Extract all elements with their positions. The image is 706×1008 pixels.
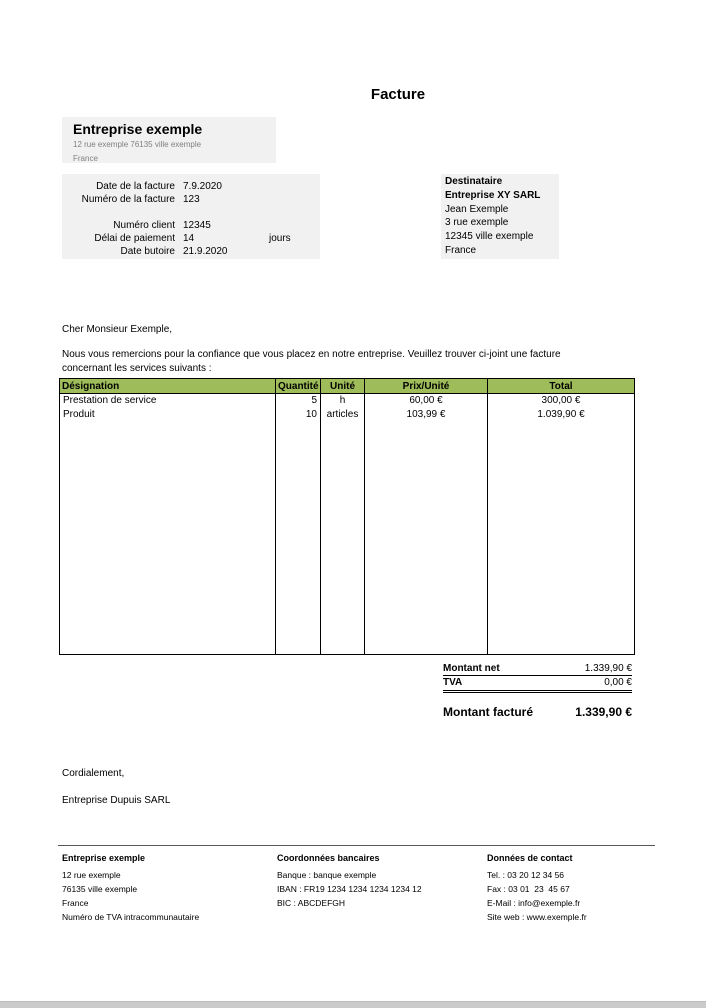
table-row — [60, 394, 635, 409]
recipient-company: Entreprise XY SARL — [445, 189, 541, 201]
footer-column-company — [62, 851, 267, 924]
footer-bank-heading: Coordonnées bancaires — [277, 853, 380, 863]
footer-company-street: 12 rue exemple — [62, 870, 121, 880]
detail-label: Numéro client — [113, 220, 175, 231]
column-header-quantity: Quantité — [276, 379, 321, 394]
item-unit-price: 103,99 € — [365, 408, 488, 422]
recipient-street: 3 rue exemple — [445, 217, 509, 229]
detail-value: 21.9.2020 — [183, 246, 228, 257]
totals-section — [443, 662, 632, 720]
footer-divider — [58, 845, 655, 846]
tva-label: TVA — [443, 677, 463, 688]
grand-total-label: Montant facturé — [443, 705, 533, 719]
item-unit: articles — [321, 408, 365, 422]
item-designation: Produit — [60, 408, 276, 422]
items-table-header-row — [60, 379, 635, 394]
detail-label: Délai de paiement — [94, 233, 175, 244]
net-amount-label: Montant net — [443, 663, 500, 674]
detail-value: 12345 — [183, 220, 211, 231]
sender-block — [62, 117, 276, 163]
recipient-country: France — [445, 244, 477, 256]
detail-row-invoice-number — [62, 193, 320, 206]
detail-label: Date butoire — [120, 246, 175, 257]
detail-row-payment-terms — [62, 232, 320, 245]
item-designation: Prestation de service — [60, 394, 276, 409]
document-title: Facture — [370, 86, 426, 103]
detail-label: Numéro de la facture — [81, 194, 175, 205]
item-unit-price: 60,00 € — [365, 394, 488, 409]
sender-country: France — [73, 154, 98, 163]
footer-company-vat: Numéro de TVA intracommunautaire — [62, 912, 200, 922]
detail-row-invoice-date — [62, 180, 320, 193]
footer-company-country: France — [62, 898, 89, 908]
footer-contact-website: Site web : www.exemple.fr — [487, 912, 587, 922]
footer-contact-heading: Données de contact — [487, 853, 573, 863]
detail-row-client-number — [62, 219, 320, 232]
sender-address: 12 rue exemple 76135 ville exemple — [73, 140, 202, 149]
items-table — [59, 378, 635, 655]
footer-contact-email: E-Mail : info@exemple.fr — [487, 898, 581, 908]
tva-value: 0,00 € — [604, 677, 632, 688]
recipient-city: 12345 ville exemple — [445, 231, 534, 243]
letter-intro-paragraph: Nous vous remercions pour la confiance que vous placez en notre entreprise. Veuillez trouver ci-joint une facture concernant les services suivants : — [62, 349, 561, 374]
footer-bank-bic: BIC : ABCDEFGH — [277, 898, 346, 908]
tva-row — [443, 676, 632, 693]
footer-company-heading: Entreprise exemple — [62, 853, 146, 863]
detail-label: Date de la facture — [96, 181, 175, 192]
footer-company-city: 76135 ville exemple — [62, 884, 138, 894]
table-empty-area — [60, 422, 635, 655]
item-total: 300,00 € — [488, 394, 635, 409]
detail-row-due-date — [62, 245, 320, 258]
grand-total-value: 1.339,90 € — [575, 705, 632, 719]
net-amount-row — [443, 662, 632, 676]
item-total: 1.039,90 € — [488, 408, 635, 422]
item-quantity: 10 — [276, 408, 321, 422]
footer-contact-tel: Tel. : 03 20 12 34 56 — [487, 870, 565, 880]
bottom-page-edge-bar — [0, 1001, 706, 1008]
invoice-details-block — [62, 174, 320, 259]
closing-regards: Cordialement, — [62, 768, 125, 779]
net-amount-value: 1.339,90 € — [584, 663, 632, 674]
recipient-contact-name: Jean Exemple — [445, 203, 509, 215]
closing-signature: Entreprise Dupuis SARL — [62, 795, 171, 806]
detail-value: 14 — [183, 233, 195, 244]
footer-contact-fax: Fax : 03 01 23 45 67 — [487, 884, 570, 894]
letter-salutation: Cher Monsieur Exemple, — [62, 324, 173, 335]
recipient-block — [441, 174, 559, 259]
grand-total-row — [443, 705, 632, 720]
footer-column-contact — [487, 851, 662, 924]
column-header-unit: Unité — [321, 379, 365, 394]
sender-name: Entreprise exemple — [73, 121, 203, 137]
footer-bank-name: Banque : banque exemple — [277, 870, 377, 880]
detail-value: 123 — [183, 194, 200, 205]
column-header-designation: Désignation — [60, 379, 276, 394]
table-row — [60, 408, 635, 422]
column-header-total: Total — [488, 379, 635, 394]
detail-value: 7.9.2020 — [183, 181, 222, 192]
footer-bank-iban: IBAN : FR19 1234 1234 1234 1234 12 — [277, 884, 422, 894]
detail-spacer — [62, 206, 320, 219]
detail-suffix: jours — [269, 233, 291, 244]
item-quantity: 5 — [276, 394, 321, 409]
column-header-unit-price: Prix/Unité — [365, 379, 488, 394]
recipient-heading: Destinataire — [445, 176, 503, 187]
item-unit: h — [321, 394, 365, 409]
footer-column-bank — [277, 851, 477, 910]
